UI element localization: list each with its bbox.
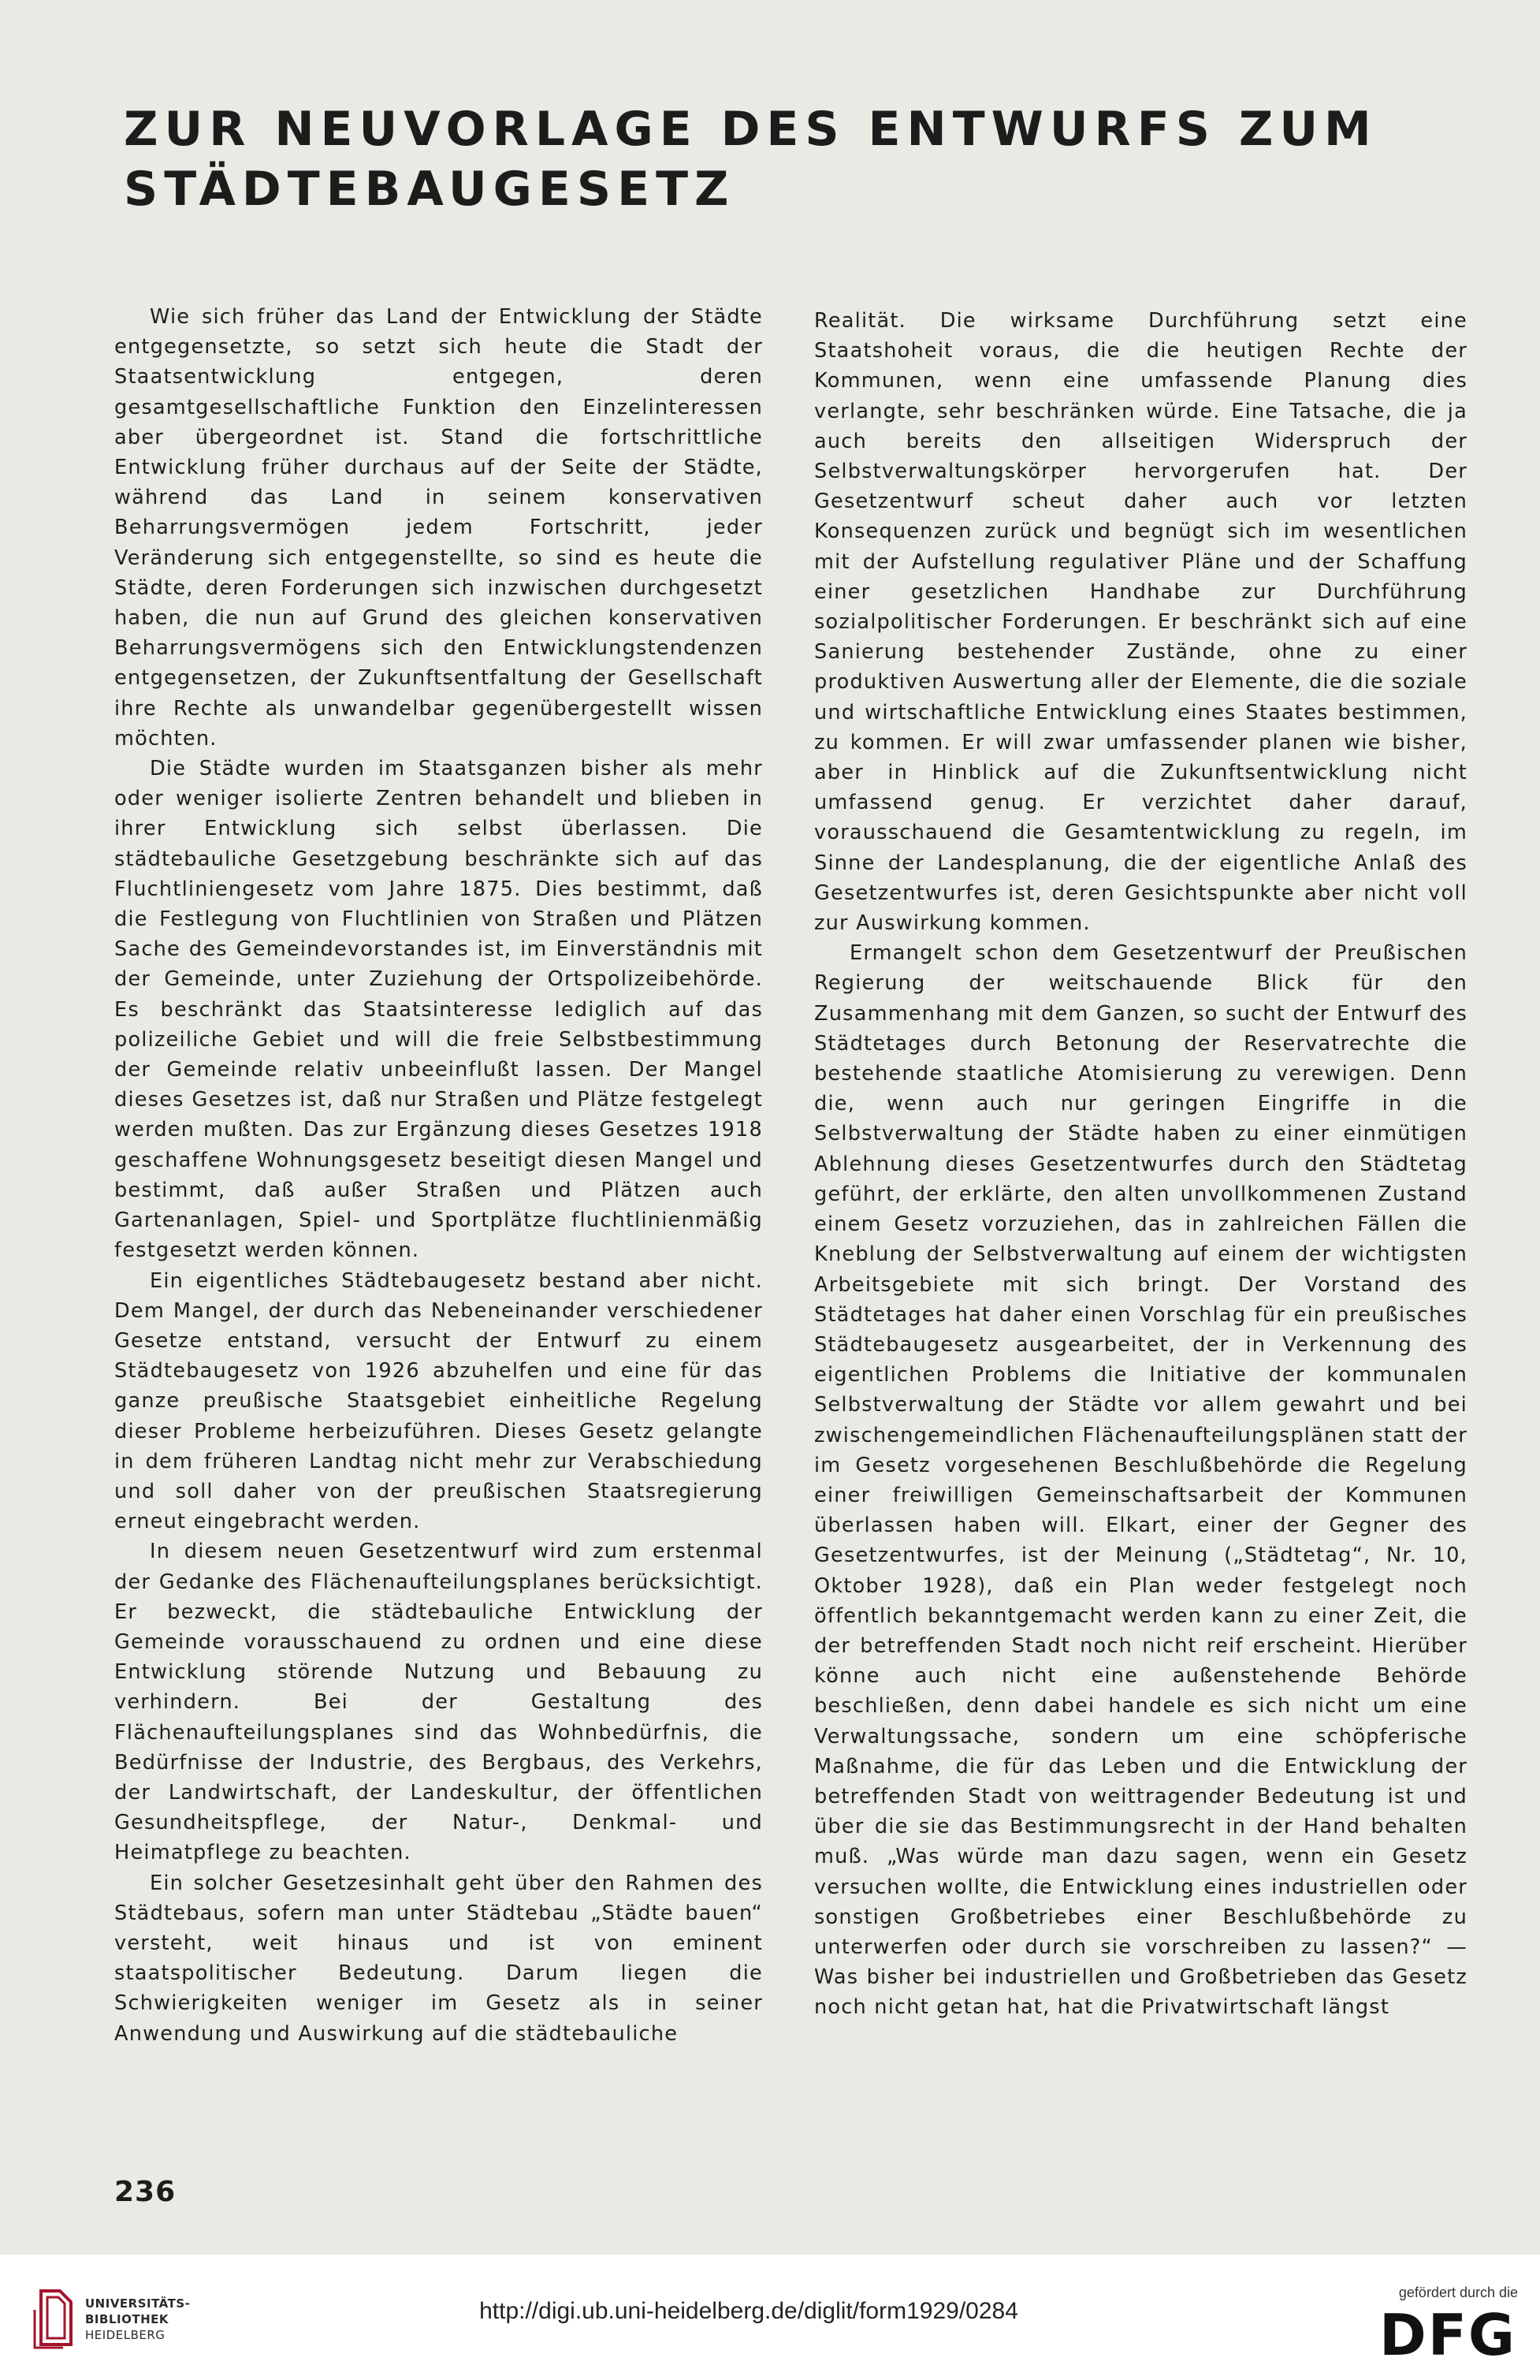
footer-bar <box>0 2255 1540 2380</box>
permalink-url[interactable]: http://digi.ub.uni-heidelberg.de/diglit/form1929/0284 <box>479 2298 1018 2324</box>
university-library-logo-icon <box>33 2286 79 2349</box>
paragraph: Die Städte wurden im Staatsganzen bisher als mehr oder weniger isolierte Zentren behandelt und blieben in ihrer Entwicklung sich selbst überlassen. Die städtebauliche Gesetzgebung beschränkte sich auf das Fluchtliniengesetz vom Jahre 1875. Dies bestimmt, daß die Festlegung von Fluchtlinien von Straßen und Plätzen Sache des Gemeindevorstandes ist, im Einverständnis mit der Gemeinde, unter Zuziehung der Ortspolizeibehörde. Es beschränkt das Staatsinteresse lediglich auf das polizeiliche Gebiet und will die freie Selbstbestimmung der Gemeinde relativ unbeeinflußt lassen. Der Mangel dieses Gesetzes ist, daß nur Straßen und Plätze festgelegt werden mußten. Das zur Ergänzung dieses Gesetzes 1918 geschaffene Wohnungsgesetz beseitigt diesen Mangel und bestimmt, daß außer Straßen und Plätzen auch Gartenanlagen, Spiel- und Sportplätze fluchtlinienmäßig festgesetzt werden können. <box>114 757 763 1263</box>
library-name[interactable] <box>85 2296 190 2343</box>
paragraph: Ermangelt schon dem Gesetzentwurf der Preußischen Regierung der weitschauende Blick für den Zusammenhang mit dem Ganzen, so sucht der Entwurf des Städtetages durch Betonung der Reservatrechte die bestehende staatliche Atomisierung zu verewigen. Denn die, wenn auch nur geringen Eingriffe in die Selbstverwaltung der Städte haben zu einer einmütigen Ablehnung dieses Gesetzentwurfes durch den Städtetag geführt, der erklärte, den alten unvollkommenen Zustand einem Gesetz vorzuziehen, das in zahlreichen Fällen die Kneblung der Selbstverwaltung auf einem der wichtigsten Arbeitsgebiete mit sich bringt. Der Vorstand des Städtetages hat daher einen Vorschlag für ein preußisches Städtebaugesetz ausgearbeitet, der in Verkennung des eigentlichen Problems die Initiative der kommunalen Selbstverwaltung der Städte vor allem gewahrt und bei zwischengemeindlichen Flächenaufteilungsplänen statt der im Gesetz vorgesehenen Beschlußbehörde die Regelung einer freiwilligen Gemeinschaftsarbeit der Kommunen überlassen haben will. Elkart, einer der Gegner des Gesetzentwurfes, ist der Meinung („Städtetag“, Nr. 10, Oktober 1928), daß ein Plan weder festgelegt noch öffentlich bekanntgemacht werden kann zu einer Zeit, die der betreffenden Stadt noch nicht reif erscheint. Hierüber könne auch nicht eine außenstehende Behörde beschließen, denn dabei handele es sich nicht um eine Verwaltungssache, sondern um eine schöpferische Maßnahme, die für das Leben und die Entwicklung der betreffenden Stadt von weittragender Bedeutung ist und über die sie das Bestimmungsrecht in der Hand behalten muß. „Was würde man dazu sagen, wenn ein Gesetz versuchen wollte, die Entwicklung eines industriellen oder sonstigen Großbetriebes einer Beschlußbehörde zu unterwerfen oder durch sie vorschreiben zu lassen?“ — Was bisher bei industriellen und Großbetrieben das Gesetz noch nicht getan hat, hat die Privatwirtschaft längst <box>814 941 1467 2020</box>
funding-label: gefördert durch die <box>1398 2285 1518 2300</box>
right-column <box>814 306 1467 2023</box>
library-name-line-1: UNIVERSITÄTS- <box>85 2296 191 2311</box>
article-title-line-1: ZUR NEUVORLAGE DES ENTWURFS ZUM <box>124 102 1378 157</box>
library-name-line-2: BIBLIOTHEK <box>85 2312 169 2326</box>
library-name-line-3: HEIDELBERG <box>85 2328 166 2342</box>
article-title <box>124 99 1464 219</box>
paragraph: Wie sich früher das Land der Entwicklung der Städte entgegensetzte, so setzt sich heute die Stadt der Staatsentwicklung entgegen, deren gesamtgesellschaftliche Funktion den Einzelinteressen aber übergeordnet ist. Stand die fortschrittliche Entwicklung früher durchaus auf der Seite der Städte, während das Land in seinem konservativen Beharrungsvermögen jedem Fortschritt, jeder Veränderung sich entgegenstellte, so sind es heute die Städte, deren Forderungen sich inzwischen durchgesetzt haben, die nun auf Grund des gleichen konservativen Beharrungsvermögens sich den Entwicklungstendenzen entgegensetzen, der Zukunftsentfaltung der Gesellschaft ihre Rechte als unwandelbar gegenübergestellt wissen möchten. <box>114 305 763 751</box>
paragraph: Ein solcher Gesetzesinhalt geht über den Rahmen des Städtebaus, sofern man unter Städtebau „Städte bauen“ versteht, weit hinaus und ist von eminent staatspolitischer Bedeutung. Darum liegen die Schwierigkeiten weniger im Gesetz als in seiner Anwendung und Auswirkung auf die städtebauliche <box>114 1871 763 2046</box>
left-column <box>114 302 763 2049</box>
paragraph: In diesem neuen Gesetzentwurf wird zum erstenmal der Gedanke des Flächenaufteilungsplanes berücksichtigt. Er bezweckt, die städtebauliche Entwicklung der Gemeinde vorausschauend zu ordnen und eine diese Entwicklung störende Nutzung und Bebauung zu verhindern. Bei der Gestaltung des Flächenaufteilungsplanes sind das Wohnbedürfnis, die Bedürfnisse der Industrie, des Bergbaus, des Verkehrs, der Landwirtschaft, der Landeskultur, der öffentlichen Gesundheitspflege, der Natur-, Denkmal- und Heimatpflege zu beachten. <box>114 1540 763 1865</box>
paragraph: Ein eigentliches Städtebaugesetz bestand aber nicht. Dem Mangel, der durch das Nebeneinander verschiedener Gesetze entstand, versucht der Entwurf zu einem Städtebaugesetz von 1926 abzuhelfen und eine für das ganze preußische Staatsgebiet einheitliche Regelung dieser Probleme herbeizuführen. Dieses Gesetz gelangte in dem früheren Landtag nicht mehr zur Verabschiedung und soll daher von der preußischen Staatsregierung erneut eingebracht werden. <box>114 1268 763 1534</box>
article-title-line-2: STÄDTEBAUGESETZ <box>124 162 735 217</box>
dfg-logo[interactable]: DFG <box>1378 2302 1516 2368</box>
page-number: 236 <box>114 2176 177 2208</box>
paragraph: Realität. Die wirksame Durchführung setzt eine Staatshoheit voraus, die die heutigen Rechte der Kommunen, wenn eine umfassende Planung dies verlangte, sehr beschränken würde. Eine Tatsache, die ja auch bereits den allseitigen Widerspruch der Selbstverwaltungskörper hervorgerufen hat. Der Gesetzentwurf scheut daher auch vor letzten Konsequenzen zurück und begnügt sich im wesentlichen mit der Aufstellung regulativer Pläne und der Schaffung einer gesetzlichen Handhabe zur Durchführung sozialpolitischer Forderungen. Er beschränkt sich auf eine Sanierung bestehender Zustände, ohne zu einer produktiven Auswertung aller der Elemente, die die soziale und wirtschaftliche Entwicklung eines Staates bestimmen, zu kommen. Er will zwar umfassender planen wie bisher, aber in Hinblick auf die Zukunftsentwicklung nicht umfassend genug. Er verzichtet daher darauf, vorausschauend die Gesamtentwicklung zu regeln, im Sinne der Landesplanung, die der eigentliche Anlaß des Gesetzentwurfes ist, deren Gesichtspunkte aber nicht voll zur Auswirkung kommen. <box>814 309 1467 936</box>
